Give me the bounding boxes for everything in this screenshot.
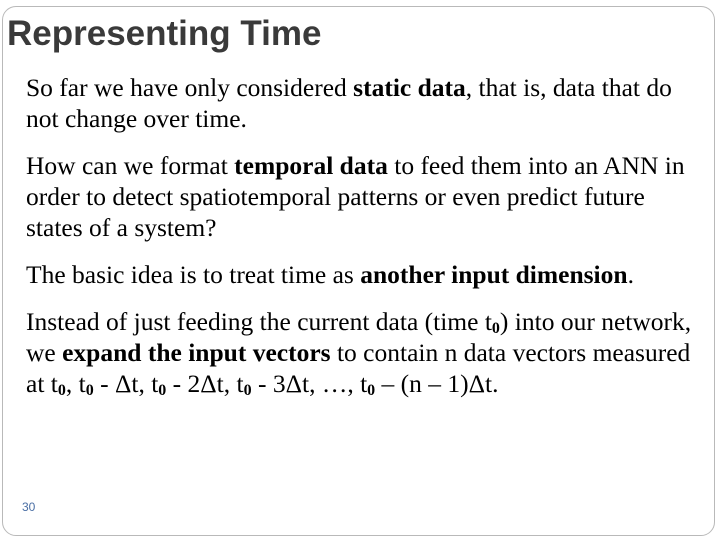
p4-text-3: to contain n data vectors measured at t [26,338,691,398]
p3-text-1: The basic idea is to treat time as [26,260,361,289]
p4-text-5: - Δt, t [93,369,159,398]
p4-text-8: – (n – 1)Δt. [375,369,499,398]
paragraph-expand-vectors [26,306,706,399]
p1-bold: static data [353,73,466,102]
p4-bold: expand the input vectors [62,338,331,367]
p4-sub-2: 0 [57,382,66,399]
p4-text-4: , t [65,369,86,398]
p4-sub-1: 0 [491,320,500,337]
p1-text-2: , that is, data that do not change over time. [26,73,672,133]
slide-title: Representing Time [7,14,322,53]
paragraph-basic-idea [26,259,706,290]
p3-text-2: . [627,260,634,289]
p4-text-7: - 3Δt, …, t [251,369,368,398]
p4-text-1: Instead of just feeding the current data (time t [26,307,492,336]
page-number: 30 [22,500,36,514]
p2-bold: temporal data [234,151,388,180]
p4-sub-4: 0 [158,382,167,399]
p4-sub-5: 0 [243,382,252,399]
p2-text-2: to feed them into an ANN in order to detect spatiotemporal patterns or even predict future states of a system? [26,151,685,242]
p3-bold: another input dimension [360,260,628,289]
p4-text-2: ) into our network, we [26,307,692,367]
p4-text-6: - 2Δt, t [166,369,244,398]
paragraph-static-data [26,72,706,134]
p2-text-1: How can we format [26,151,235,180]
slide-body [26,72,706,415]
p4-sub-6: 0 [367,382,376,399]
paragraph-temporal-data [26,150,706,243]
p4-sub-3: 0 [85,382,94,399]
p1-text-1: So far we have only considered [26,73,354,102]
